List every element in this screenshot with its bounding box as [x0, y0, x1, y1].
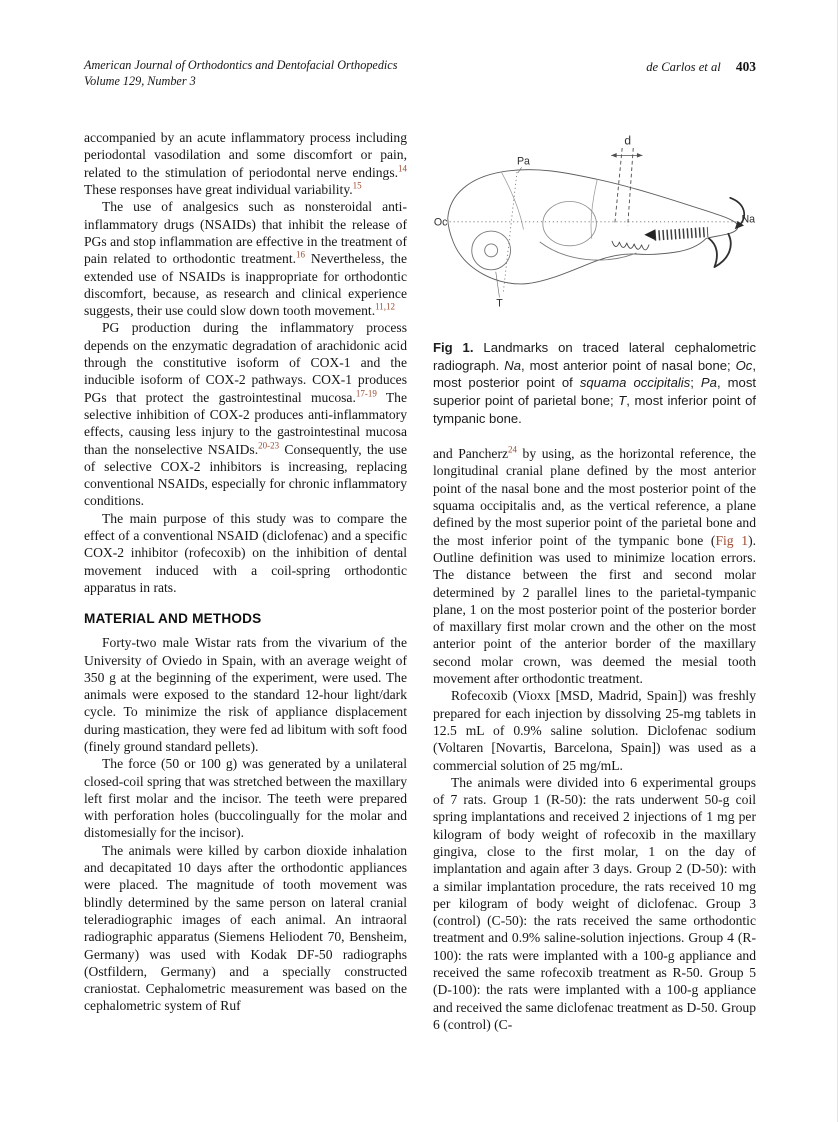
- left-column: [84, 129, 407, 1033]
- cranial-suture: [501, 172, 523, 229]
- figure1-caption: Fig 1. Landmarks on traced lateral cephalometric radiograph. Na, most anterior point of nasal bone; Oc, most posterior point of squama occipitalis; Pa, most superior point of parietal bone; T, most inferior point of tympanic bone.: [433, 340, 756, 426]
- paragraph: PG production during the inflammatory process depends on the enzymatic degradation of arachidonic acid through the constitutive isoform of COX-1 and the inducible isoform of COX-2 pathways. COX-1 produces PGs that protect the gastrointestinal mucosa.$^{17-19}$ The selective inhibition of COX-2 produces anti-inflammatory effects, causing less injury to the gastrointestinal mucosa than the nonselective NSAIDs.$^{20-23}$ Consequently, the use of selective COX-2 inhibitors is increasing, replacing conventional NSAIDs, especially for chronic inflammatory conditions.: [84, 320, 407, 509]
- molar-row: [612, 241, 649, 250]
- paragraph: accompanied by an acute inflammatory process including periodontal vasodilation and some discomfort or pain, related to the stimulation of periodontal nerve endings.$^{14}$ These responses have great individual variability.$^{15}$: [84, 130, 407, 198]
- paragraph: The use of analgesics such as nonsteroidal anti-inflammatory drugs (NSAIDs) that inhibit the release of PGs and stop inflammation are effective in the treatment of pain related to orthodontic treatment.$^{16}$ Nevertheless, the extended use of NSAIDs is inappropriate for orthodontic discomfort, because, as research and clinical experience suggests, their use could slow down tooth movement.$^{11,12}$: [84, 199, 407, 319]
- page-number: 403: [735, 59, 756, 74]
- paragraph: The main purpose of this study was to compare the effect of a conventional NSAID (diclofenac) and a specific COX-2 inhibitor (rofecoxib) on the inhibition of dental movement induced with a coil-spring orthodontic apparatus in rats.: [84, 510, 407, 595]
- paragraph: Rofecoxib (Vioxx [MSD, Madrid, Spain]) was freshly prepared for each injection by dissolving 25-mg tablets in 12.5 mL of 0.9% saline solution. Diclofenac sodium (Voltaren [Novartis, Barcelona, Spain]) was used as a commercial solution of 25 mg/mL.: [433, 688, 756, 773]
- figure-label-pa: Pa: [516, 155, 530, 168]
- section-heading-material-and-methods: MATERIAL AND METHODS: [84, 611, 262, 627]
- tympanic-bulla-inner: [485, 244, 498, 257]
- orbit: [543, 202, 597, 246]
- running-head: [646, 57, 756, 76]
- page-header: [84, 57, 756, 89]
- figure1-skull-tracing: [433, 133, 756, 318]
- journal-title: American Journal of Orthodontics and Dentofacial Orthopedics: [84, 58, 398, 72]
- paragraph: The animals were killed by carbon dioxide inhalation and decapitated 10 days after the orthodontic appliances were placed. The magnitude of tooth movement was blindly determined by the same person on lateral cranial teleradiographic images of each animal. An intraoral radiographic apparatus (Siemens Heliodent 70, Bensheim, Germany) was used with Kodak DF-50 radiographs (Ostfildern, Germany) and a specially constructed craniostat. Cephalometric measurement was based on the cephalometric system of Ruf: [84, 842, 407, 1014]
- distance-arrow-right: [637, 153, 643, 158]
- figure-label-t: T: [496, 297, 503, 310]
- right-column: [433, 129, 756, 1033]
- paragraph: The animals were divided into 6 experimental groups of 7 rats. Group 1 (R-50): the rats underwent 50-g coil spring implantations and received 2 injections of 1 mg per kilogram of body weight of rofecoxib in the maxillary gingiva, close to the first molar, 1 on the day of implantation and again after 3 days. Group 2 (D-50): with a similar implantation procedure, the rats received 10 mg per kilogram of body weight of diclofenac. Group 3 (control) (C-50): the rats received the same orthodontic treatment and 0.9% saline-solution injections. Group 4 (R-100): the rats were implanted with a 100-g appliance and received the same rofecoxib treatment as R-50. Group 5 (D-100): the rats were implanted with a 100-g appliance and received the same diclofenac treatment as D-50. Group 6 (control) (C-: [433, 774, 756, 1032]
- t-leader-line: [496, 272, 500, 298]
- journal-issue: Volume 129, Number 3: [84, 74, 196, 89]
- skull-outline: [448, 170, 738, 284]
- two-column-layout: [84, 129, 756, 1033]
- incisor: [709, 234, 731, 267]
- spring-arrowhead: [644, 229, 655, 240]
- coil-spring: [654, 232, 708, 236]
- distance-arrow-left: [611, 153, 617, 158]
- distance-line-first-molar: [615, 148, 622, 224]
- figure1-image: [433, 133, 756, 323]
- running-authors: de Carlos et al: [646, 60, 721, 74]
- figure-label-oc: Oc: [433, 216, 448, 229]
- paragraph: Forty-two male Wistar rats from the vivarium of the University of Oviedo in Spain, with an average weight of 350 g at the beginning of the experiment, were used. The animals were exposed to the standard 12-hour light/dark cycle. To minimize the risk of appliance displacement during mastication, they were fed ad libitum with soft food (finely ground standard pellets).: [84, 635, 407, 754]
- cranial-suture: [591, 180, 597, 239]
- paragraph: and Pancherz$^{24}$ by using, as the horizontal reference, the longitudinal cranial plane defined by the most anterior point of the nasal bone and the most posterior point of the squama occipitalis and, as the vertical reference, a plane defined by the most superior point of the parietal bone and the most inferior point of the tympanic bone (Fig 1). Outline definition was used to minimize location errors. The distance between the first and second molar determined by 2 parallel lines to the parietal-tympanic plane, 1 on the most posterior point of the posterior border of maxillary first molar crown and the other on the most anterior point of the anterior border of the maxillary second molar crown, was deemed the mesial tooth movement after orthodontic treatment.: [433, 444, 756, 687]
- figure-label-d: d: [624, 133, 632, 148]
- journal-info: [84, 57, 397, 89]
- figure-label-na: Na: [741, 213, 756, 226]
- figure1: [433, 133, 756, 427]
- paragraph: The force (50 or 100 g) was generated by a unilateral closed-coil spring that was stretched between the maxillary left first molar and the incisor. The teeth were prepared with perforation holes (buccolingually for the molar and distomesially for the incisor).: [84, 756, 407, 841]
- zygomatic-arch: [540, 242, 636, 260]
- tympanic-bulla: [472, 231, 511, 270]
